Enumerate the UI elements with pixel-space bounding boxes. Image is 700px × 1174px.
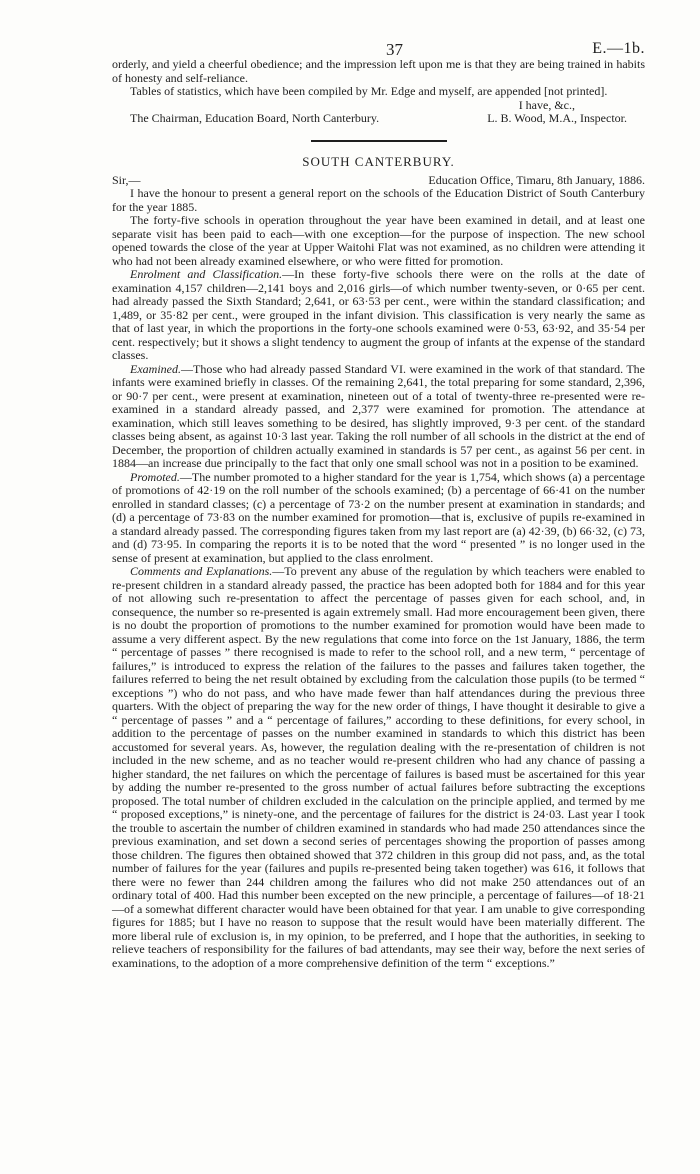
- signature-line: [112, 112, 645, 126]
- examined-heading: Examined.: [130, 361, 181, 376]
- page-number: 37: [386, 40, 403, 59]
- comments-heading: Comments and Explanations.: [130, 564, 273, 578]
- promoted-heading: Promoted.: [130, 469, 180, 484]
- document-reference: E.—1b.: [592, 40, 645, 57]
- enrolment-heading: Enrolment and Classification.: [130, 267, 283, 281]
- examined-paragraph: [112, 363, 645, 471]
- closing-phrase: I have, &c.,: [518, 97, 575, 112]
- report-title: SOUTH CANTERBURY.: [302, 153, 455, 169]
- comments-paragraph: [112, 565, 645, 970]
- promoted-paragraph: [112, 471, 645, 566]
- enrolment-paragraph: [112, 268, 645, 363]
- section-divider: [311, 140, 447, 142]
- page-header: [112, 0, 645, 58]
- examined-text: —Those who had already passed Standard VI. were examined in the work of that standard. The infants were examined briefly in classes. Of the remaining 2,641, the total preparing for some standard, 2,396, or 90·7 per cent., were present at examination, nineteen out of a total of twenty-three re-presented were re-examined in a standard already passed, and 2,377 were examined for promotion. The attendance at examination, which still leaves something to be desired, has slightly improved, 9·3 per cent. of the standard classes being absent, as against 10·3 last year. Taking the roll number of all schools in the district at the end of December, the proportion of children actually examined in standards is 57 per cent., as against 56 per cent. in 1884—an increase due principally to the fact that only one small school was not in a position to be examined.: [112, 361, 645, 470]
- promoted-text: —The number promoted to a higher standard for the year is 1,754, which shows (a) a percentage of promotions of 42·19 on the roll number of the schools examined; (b) a percentage of 66·41 on the number enrolled in standard classes; (c) a percentage of 73·2 on the number present at examination in standards; and (d) a percentage of 73·83 on the number examined for promotion—that is, exclusive of pupils re-examined in a standard already passed. The corresponding figures taken from my last report are (a) 42·39, (b) 66·32, (c) 73, and (d) 73·95. In comparing the reports it is to be noted that the word “ presented ” is no longer used in the sense of present at examination, but applied to the class enrolment.: [112, 469, 645, 565]
- place-date: Education Office, Timaru, 8th January, 1886.: [428, 172, 645, 187]
- report-intro-paragraph: I have the honour to present a general report on the schools of the Education District of South Canterbury for the year 1885.: [112, 186, 645, 214]
- intro-paragraph-2: Tables of statistics, which have been compiled by Mr. Edge and myself, are appended [not printed].: [130, 84, 608, 98]
- intro-paragraph-1: orderly, and yield a cheerful obedience; and the impression left upon me is that they are being trained in habits of honesty and self-reliance.: [112, 57, 645, 85]
- inspector-signature: L. B. Wood, M.A., Inspector.: [487, 111, 627, 125]
- salutation-line: [112, 174, 645, 188]
- addressee: The Chairman, Education Board, North Canterbury.: [130, 111, 380, 125]
- enrolment-text: —In these forty-five schools there were on the rolls at the date of examination 4,157 children—2,141 boys and 2,016 girls—of which number twenty-seven, or 0·65 per cent. had already passed the Sixth Standard; 2,641, or 63·53 per cent., were within the standard classification; and 1,489, or 35·82 per cent., were grouped in the infant division. This classification is very nearly the same as that of last year, in which the proportions in the forty-one schools examined were 0·53, 63·92, and 35·54 per cent. respectively; but it shows a slight tendency to augment the group of infants at the expense of the standard classes.: [112, 267, 646, 362]
- comments-text: —To prevent any abuse of the regulation by which teachers were enabled to re-present children in a standard already passed, the practice has been adopted both for 1884 and for this year of not allowing such re-presentation to affect the percentage of passes given for each school, and, in consequence, the number so re-presented is again extremely small. Had more encouragement been given, there is no doubt the proportion of promotions to the number examined for promotion would have been made to assume a very different aspect. By the new regulations that come into force on the 1st January, 1886, the term “ percentage of passes ” there recognised is made to refer to the school roll, and a new term, “ percentage of failures,” is introduced to express the relation of the failures to the passes and failures taken together, the failures referred to being the net result obtained by excluding from the calculation those pupils (to be termed “ exceptions ”) who do not pass, and who have made fewer than half attendances during the previous three quarters. With the object of preparing the way for the new order of things, I have thought it desirable to give a “ percentage of passes ” and a “ percentage of failures,” according to these definitions, for every school, in addition to the percentage of passes on the number examined in standards to which this district has been accustomed for several years. As, however, the regulation dealing with the re-presentation of children is not included in the new scheme, and as no teacher would re-present children who had any chance of passing a higher standard, the net failures on which the percentage of failures is based must be ascertained for this year by adding the number re-presented to the gross number of actual failures before subtracting the exceptions proposed. The total number of children excluded in the calculation on the principle applied, and termed by me “ proposed exceptions,” is ninety-one, and the percentage of failures for the district is 24·03. Last year I took the trouble to ascertain the number of children examined in standards who had made 250 attendances since the previous examination, and set down a second series of percentages showing the proportion of passes among those children. The figures then obtained showed that 372 children in this group did not pass, and, as the total number of failures for the year (failures and pupils re-presented being taken together) was 616, it follows that there were no fewer than 244 children among the failures who did not make 250 attendances out of an ordinary total of 400. Had this number been excepted on the new principle, a percentage of failures—of 18·21—of a somewhat different character would have been obtained for that year. I am unable to give corresponding figures for 1885; but I have no reason to suppose that the result would have been materially different. The more liberal rule of exclusion is, in my opinion, to be preferred, and I hope that the authorities, in seeking to relieve teachers of responsibility for the failures of bad attendants, may see their way, before the next series of examinations, to the adoption of a more comprehensive definition of the term “ exceptions.”: [112, 564, 645, 970]
- salutation: Sir,—: [112, 172, 141, 187]
- schools-paragraph: The forty-five schools in operation throughout the year have been examined in detail, and at least one separate visit has been paid to each—with one exception—for the purpose of inspection. The new school opened towards the close of the year at Upper Waitohi Flat was not examined, as no children were attending it who had not been already examined elsewhere, or who were fitted for promotion.: [112, 213, 645, 268]
